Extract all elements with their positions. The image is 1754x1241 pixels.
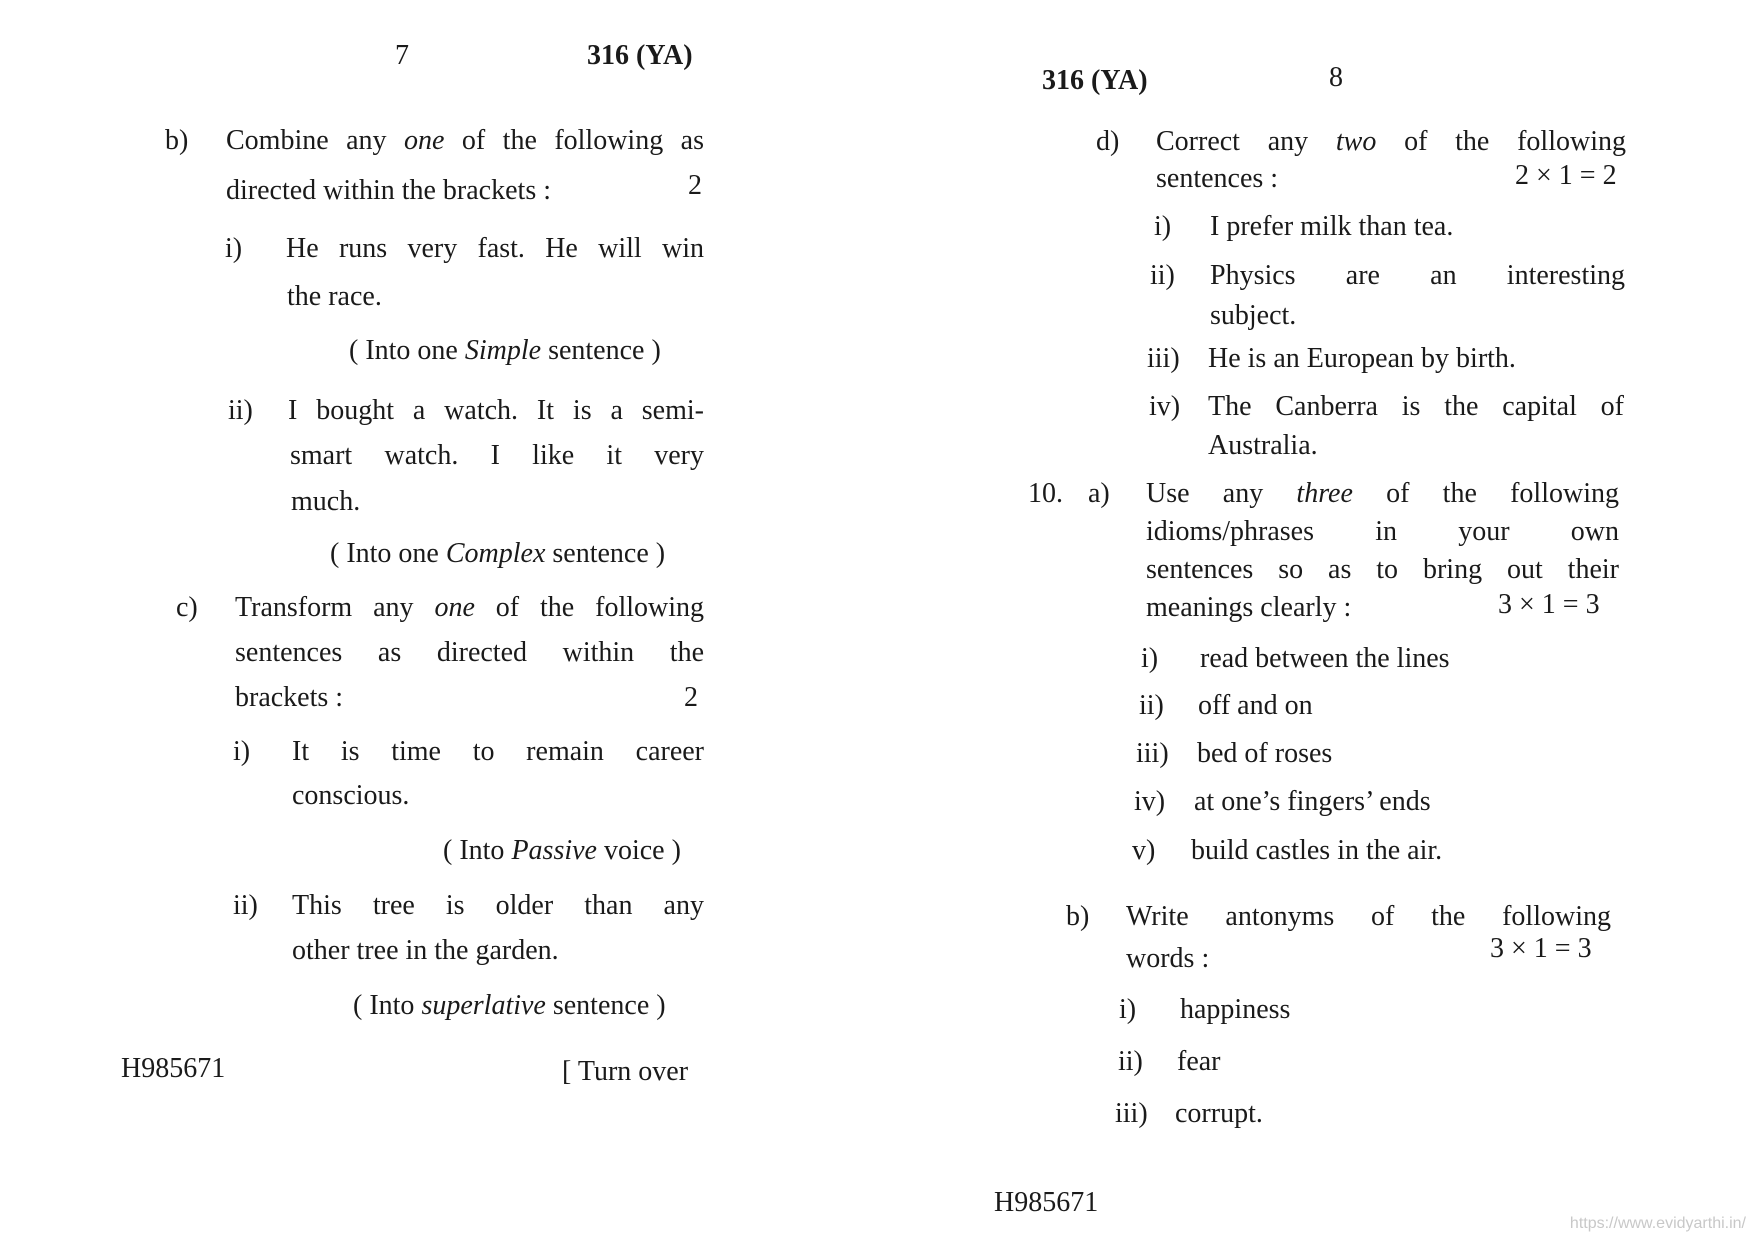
question-text: words :: [1126, 943, 1210, 974]
item-text: He is an European by birth.: [1208, 343, 1516, 374]
question-text: sentences so as to bring out their: [1146, 554, 1619, 585]
item-number: i): [233, 736, 251, 767]
item-text: the race.: [287, 281, 382, 312]
question-label: a): [1088, 478, 1110, 509]
question-text: sentences as directed within the: [235, 637, 704, 668]
paper-code: 316 (YA): [587, 40, 693, 71]
item-text: smart watch. I like it very: [290, 440, 704, 471]
question-text: Correct any two of the following: [1156, 126, 1626, 157]
item-number: iv): [1134, 786, 1166, 817]
turn-over: [ Turn over: [562, 1056, 689, 1087]
instruction: ( Into Passive voice ): [443, 835, 681, 866]
footer-code: H985671: [121, 1053, 226, 1084]
question-label: d): [1096, 126, 1120, 157]
item-text: Physics are an interesting: [1210, 260, 1625, 291]
marks: 2 × 1 = 2: [1515, 160, 1617, 191]
item-number: i): [225, 233, 243, 264]
item-number: iv): [1149, 391, 1181, 422]
item-text: build castles in the air.: [1191, 835, 1443, 866]
item-number: iii): [1147, 343, 1180, 374]
item-number: ii): [233, 890, 258, 921]
item-number: i): [1119, 994, 1137, 1025]
paper-code: 316 (YA): [1042, 65, 1148, 96]
item-text: bed of roses: [1197, 738, 1333, 769]
item-text: It is time to remain career: [292, 736, 704, 767]
item-text: fear: [1177, 1046, 1221, 1077]
instruction: ( Into one Simple sentence ): [349, 335, 661, 366]
question-text: idioms/phrases in your own: [1146, 516, 1619, 547]
question-text: sentences :: [1156, 163, 1279, 194]
right-page: [877, 0, 1754, 1241]
page-number: 7: [395, 40, 409, 71]
item-text: The Canberra is the capital of: [1208, 391, 1624, 422]
question-label: b): [1066, 901, 1090, 932]
item-text: read between the lines: [1200, 643, 1450, 674]
question-text: Combine any one of the following as: [226, 125, 704, 156]
item-number: v): [1132, 835, 1156, 866]
item-text: at one’s fingers’ ends: [1194, 786, 1431, 817]
item-number: i): [1141, 643, 1159, 674]
marks: 3 × 1 = 3: [1490, 933, 1592, 964]
item-text: corrupt.: [1175, 1098, 1263, 1129]
item-text: much.: [291, 486, 361, 517]
marks: 2: [688, 170, 702, 201]
item-text: This tree is older than any: [292, 890, 704, 921]
item-text: He runs very fast. He will win: [286, 233, 704, 264]
marks: 2: [684, 682, 698, 713]
question-number: 10.: [1028, 478, 1063, 509]
item-text: happiness: [1180, 994, 1291, 1025]
question-text: brackets :: [235, 682, 344, 713]
question-label: c): [176, 592, 198, 623]
item-number: ii): [228, 395, 253, 426]
item-number: i): [1154, 211, 1172, 242]
page-number: 8: [1329, 62, 1343, 93]
marks: 3 × 1 = 3: [1498, 589, 1600, 620]
item-number: ii): [1150, 260, 1175, 291]
question-text: Transform any one of the following: [235, 592, 704, 623]
item-text: I bought a watch. It is a semi-: [288, 395, 704, 426]
item-number: ii): [1118, 1046, 1143, 1077]
watermark-url: https://www.evidyarthi.in/: [1569, 1215, 1746, 1232]
footer-code: H985671: [994, 1187, 1099, 1218]
instruction: ( Into superlative sentence ): [353, 990, 666, 1021]
question-text: Write antonyms of the following: [1126, 901, 1611, 932]
item-text: subject.: [1210, 300, 1297, 331]
item-text: I prefer milk than tea.: [1210, 211, 1454, 242]
question-label: b): [165, 125, 189, 156]
item-number: iii): [1136, 738, 1169, 769]
question-text: Use any three of the following: [1146, 478, 1619, 509]
item-text: other tree in the garden.: [292, 935, 559, 966]
item-text: Australia.: [1208, 430, 1318, 461]
instruction: ( Into one Complex sentence ): [330, 538, 666, 569]
item-number: iii): [1115, 1098, 1148, 1129]
item-number: ii): [1139, 690, 1164, 721]
item-text: off and on: [1198, 690, 1313, 721]
question-text: meanings clearly :: [1146, 592, 1352, 623]
question-text: directed within the brackets :: [226, 175, 551, 206]
item-text: conscious.: [292, 780, 410, 811]
